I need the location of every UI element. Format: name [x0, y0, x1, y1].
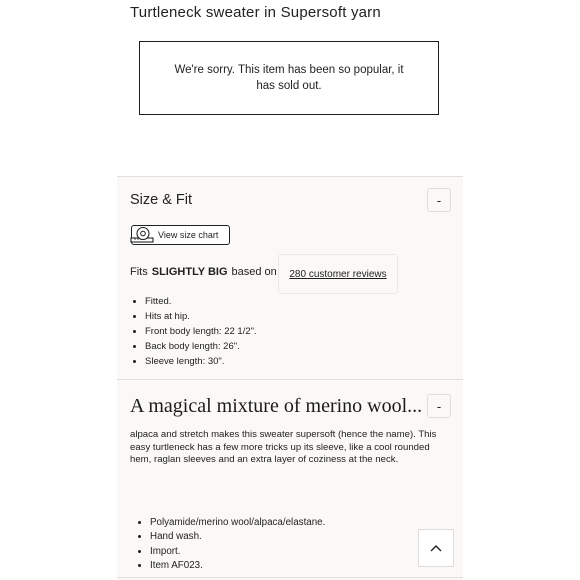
product-header — [117, 0, 463, 176]
reviews-link-label: 280 customer reviews — [289, 268, 387, 280]
fit-details-list — [117, 294, 257, 369]
details-collapse-button[interactable] — [427, 394, 451, 418]
chevron-up-icon — [430, 544, 442, 552]
customer-reviews-link[interactable] — [278, 254, 398, 294]
soldout-notice — [139, 41, 439, 115]
soldout-message: We're sorry. This item has been so popular, it has sold out. — [174, 64, 404, 92]
measuring-tape-icon — [129, 225, 155, 245]
list-item: • Hits at hip. — [145, 309, 257, 324]
details-title: A magical mixture of merino wool... — [130, 395, 423, 417]
product-title: Turtleneck sweater in Supersoft yarn — [130, 4, 381, 21]
list-item: • Item AF023. — [150, 559, 325, 573]
size-fit-title: Size & Fit — [130, 192, 193, 208]
list-item: • Import. — [150, 545, 325, 559]
fit-prefix: Fits — [130, 266, 148, 278]
list-item: • Sleeve length: 30". — [145, 354, 257, 369]
back-to-top-button[interactable] — [418, 529, 454, 567]
size-fit-collapse-button[interactable] — [427, 188, 451, 212]
collapse-label: - — [436, 398, 442, 414]
view-size-chart-button[interactable] — [131, 225, 230, 245]
product-page — [117, 0, 463, 580]
list-item: • Front body length: 22 1/2". — [145, 324, 257, 339]
fit-value: SLIGHTLY BIG — [151, 266, 228, 278]
product-description: alpaca and stretch makes this sweater supersoft (hence the name). This easy turtleneck has a few more tricks up its sleeve, like a cool rounded hem, raglan sleeves and an extra layer of coziness at the neck. — [130, 429, 437, 466]
fit-suffix: based on — [231, 266, 277, 278]
list-item: • Back body length: 26". — [145, 339, 257, 354]
divider — [117, 577, 463, 578]
divider — [117, 379, 463, 380]
collapse-label: - — [436, 192, 442, 208]
list-item: • Hand wash. — [150, 530, 325, 544]
divider — [117, 176, 463, 177]
list-item: • Fitted. — [145, 294, 257, 309]
list-item: • Polyamide/merino wool/alpaca/elastane. — [150, 516, 325, 530]
fit-summary — [130, 266, 277, 278]
view-size-chart-label: View size chart — [158, 230, 219, 240]
materials-list — [117, 516, 325, 573]
